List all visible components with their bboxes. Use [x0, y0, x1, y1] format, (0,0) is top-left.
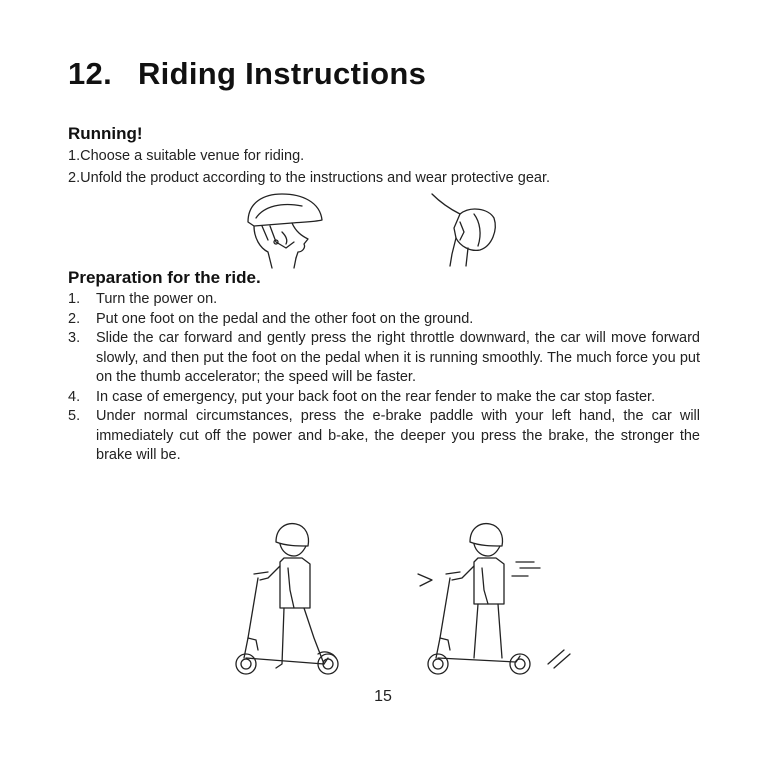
list-item	[68, 388, 700, 408]
step-text: Put one foot on the pedal and the other foot on the ground.	[96, 310, 474, 327]
step-number: 1.	[68, 291, 81, 307]
page-title	[68, 56, 426, 92]
step-number: 4.	[68, 388, 81, 405]
step-text: Turn the power on.	[96, 291, 218, 307]
step-number: 2.	[68, 310, 81, 327]
rider-standing-icon	[228, 518, 358, 680]
rider-moving-icon	[408, 518, 578, 680]
running-heading: Running!	[68, 124, 143, 143]
helmet-icon	[242, 192, 327, 270]
knee-pad-icon	[430, 192, 500, 267]
running-line-1: 1.Choose a suitable venue for riding.	[68, 148, 305, 164]
list-item	[68, 290, 700, 310]
section-title: Riding Instructions	[138, 56, 427, 91]
section-number: 12.	[68, 56, 112, 91]
step-number: 5.	[68, 408, 81, 424]
list-item	[68, 329, 700, 388]
step-text: Under normal circumstances, press the e-brake paddle with your left hand, the car will immediately cut off the power and b-ake, the deeper you press the brake, the stronger the brake will be.	[96, 408, 700, 463]
page-number: 15	[374, 688, 392, 705]
step-text: In case of emergency, put your back foot on the rear fender to make the car stop faster.	[96, 388, 656, 405]
running-line-2: 2.Unfold the product according to the instructions and wear protective gear.	[68, 170, 551, 186]
list-item	[68, 310, 700, 330]
list-item	[68, 407, 700, 466]
step-number: 3.	[68, 330, 81, 346]
step-text: Slide the car forward and gently press the right throttle downward, the car will move forward slowly, and then put the foot on the pedal when it is running smoothly. The much force you put on the thumb accelerator; the speed will be faster.	[96, 330, 700, 385]
preparation-steps	[68, 290, 700, 466]
preparation-heading: Preparation for the ride.	[68, 268, 261, 287]
